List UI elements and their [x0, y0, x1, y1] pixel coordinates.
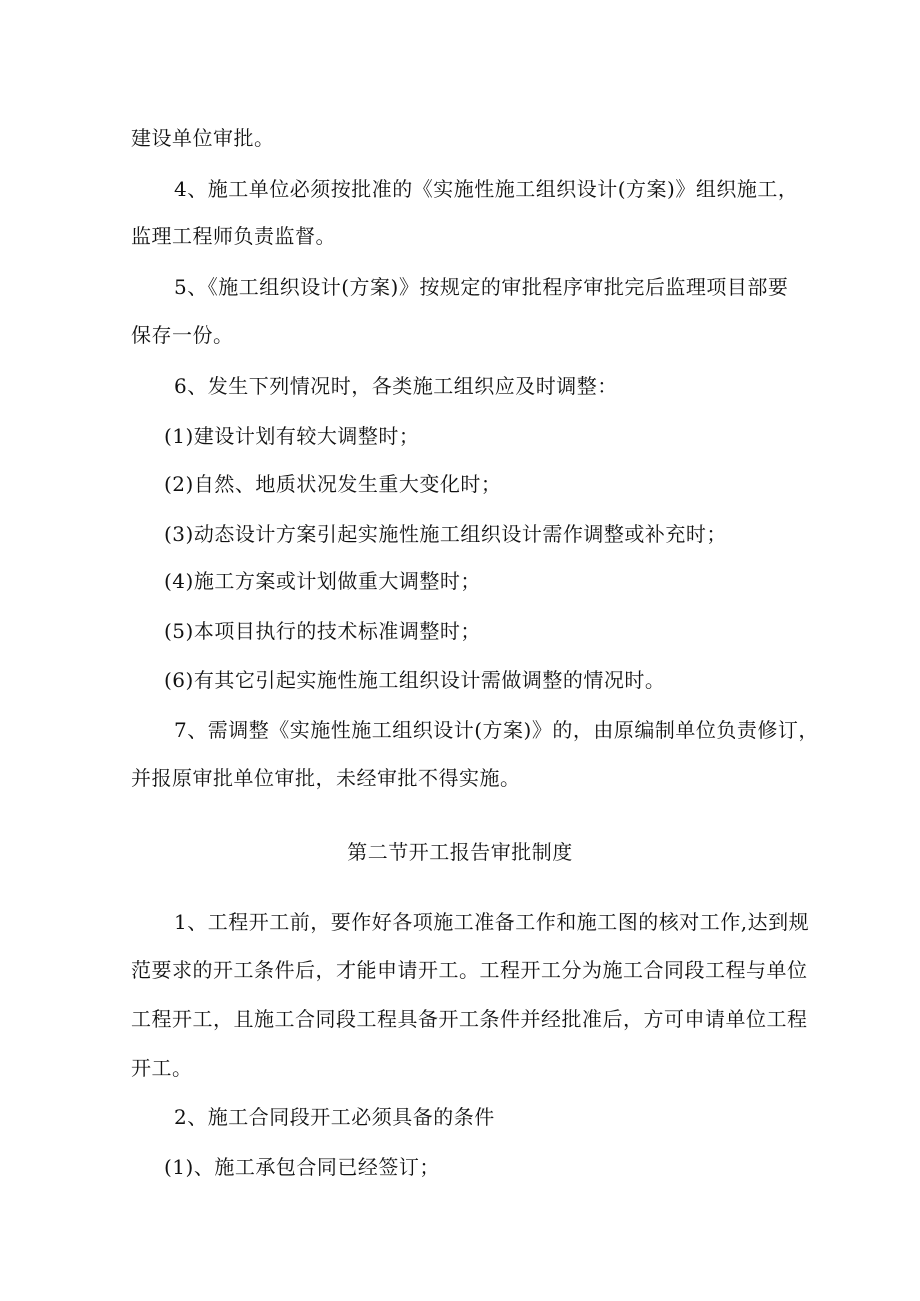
text-line: 5、《施工组织设计(方案)》按规定的审批程序审批完后监理项目部要	[174, 275, 789, 299]
text-line: 建设单位审批。	[131, 126, 275, 150]
text-line: 2、施工合同段开工必须具备的条件	[174, 1105, 495, 1129]
text-line: 1、工程开工前，要作好各项施工准备工作和施工图的核对工作,达到规	[174, 910, 810, 934]
section-heading: 第二节开工报告审批制度	[347, 840, 573, 864]
text-line: 保存一份。	[131, 323, 234, 347]
text-line: 监理工程师负责监督。	[131, 224, 336, 248]
text-line: (1)、施工承包合同已经签订；	[164, 1155, 440, 1179]
text-line: 开工。	[131, 1056, 193, 1080]
text-line: 7、需调整《实施性施工组织设计(方案)》的，由原编制单位负责修订，	[174, 718, 819, 742]
text-line: (4)施工方案或计划做重大调整时；	[164, 569, 481, 593]
text-line: (5)本项目执行的技术标准调整时；	[164, 619, 481, 643]
text-line: 4、施工单位必须按批准的《实施性施工组织设计(方案)》组织施工，	[174, 177, 799, 201]
text-line: (1)建设计划有较大调整时；	[164, 424, 420, 448]
text-line: (6)有其它引起实施性施工组织设计需做调整的情况时。	[164, 668, 666, 692]
text-line: (3)动态设计方案引起实施性施工组织设计需作调整或补充时；	[164, 522, 727, 546]
text-line: 范要求的开工条件后，才能申请开工。工程开工分为施工合同段工程与单位	[131, 958, 808, 982]
text-line: (2)自然、地质状况发生重大变化时；	[164, 472, 502, 496]
text-line: 并报原审批单位审批，未经审批不得实施。	[131, 766, 521, 790]
text-line: 6、发生下列情况时，各类施工组织应及时调整：	[174, 374, 618, 398]
text-line: 工程开工，且施工合同段工程具备开工条件并经批准后，方可申请单位工程	[131, 1007, 808, 1031]
